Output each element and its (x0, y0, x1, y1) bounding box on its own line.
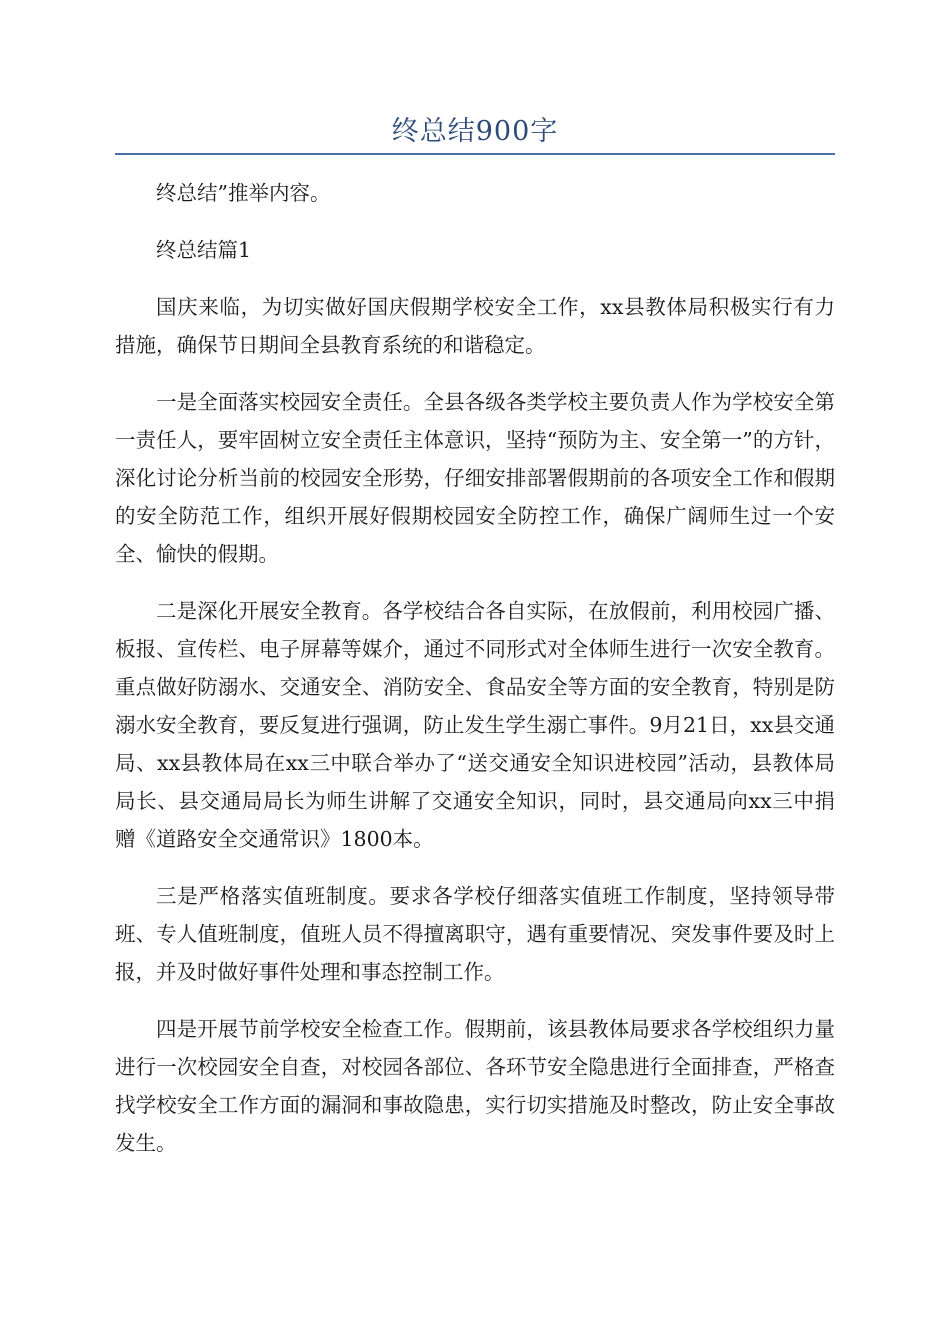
paragraph-point-1: 一是全面落实校园安全责任。全县各级各类学校主要负责人作为学校安全第一责任人，要牢固树立安全责任主体意识，坚持“预防为主、安全第一”的方针，深化讨论分析当前的校园安全形势，仔细安排部署假期前的各项安全工作和假期的安全防范工作，组织开展好假期校园安全防控工作，确保广阔师生过一个安全、愉快的假期。 (115, 390, 835, 566)
paragraph-intro: 终总结”推举内容。 (156, 181, 331, 205)
document-body (115, 174, 835, 1181)
title-underline (115, 153, 835, 155)
paragraph-point-3: 三是严格落实值班制度。要求各学校仔细落实值班工作制度，坚持领导带班、专人值班制度，值班人员不得擅离职守，遇有重要情况、突发事件要及时上报，并及时做好事件处理和事态控制工作。 (115, 884, 835, 984)
paragraph-point-4: 四是开展节前学校安全检查工作。假期前，该县教体局要求各学校组织力量进行一次校园安全自查，对校园各部位、各环节安全隐患进行全面排查，严格查找学校安全工作方面的漏洞和事故隐患，实行切实措施及时整改，防止安全事故发生。 (115, 1017, 835, 1155)
document-title: 终总结900字 (391, 116, 559, 147)
paragraph-opening: 国庆来临，为切实做好国庆假期学校安全工作，xx县教体局积极实行有力措施，确保节日期间全县教育系统的和谐稳定。 (115, 295, 835, 357)
paragraph-section-heading: 终总结篇1 (156, 238, 252, 262)
paragraph-point-2: 二是深化开展安全教育。各学校结合各自实际，在放假前，利用校园广播、板报、宣传栏、电子屏幕等媒介，通过不同形式对全体师生进行一次安全教育。重点做好防溺水、交通安全、消防安全、食品安全等方面的安全教育，特别是防溺水安全教育，要反复进行强调，防止发生学生溺亡事件。9月21日，xx县交通局、xx县教体局在xx三中联合举办了“送交通安全知识进校园”活动，县教体局局长、县交通局局长为师生讲解了交通安全知识，同时，县交通局向xx三中捐赠《道路安全交通常识》1800本。 (115, 599, 835, 851)
